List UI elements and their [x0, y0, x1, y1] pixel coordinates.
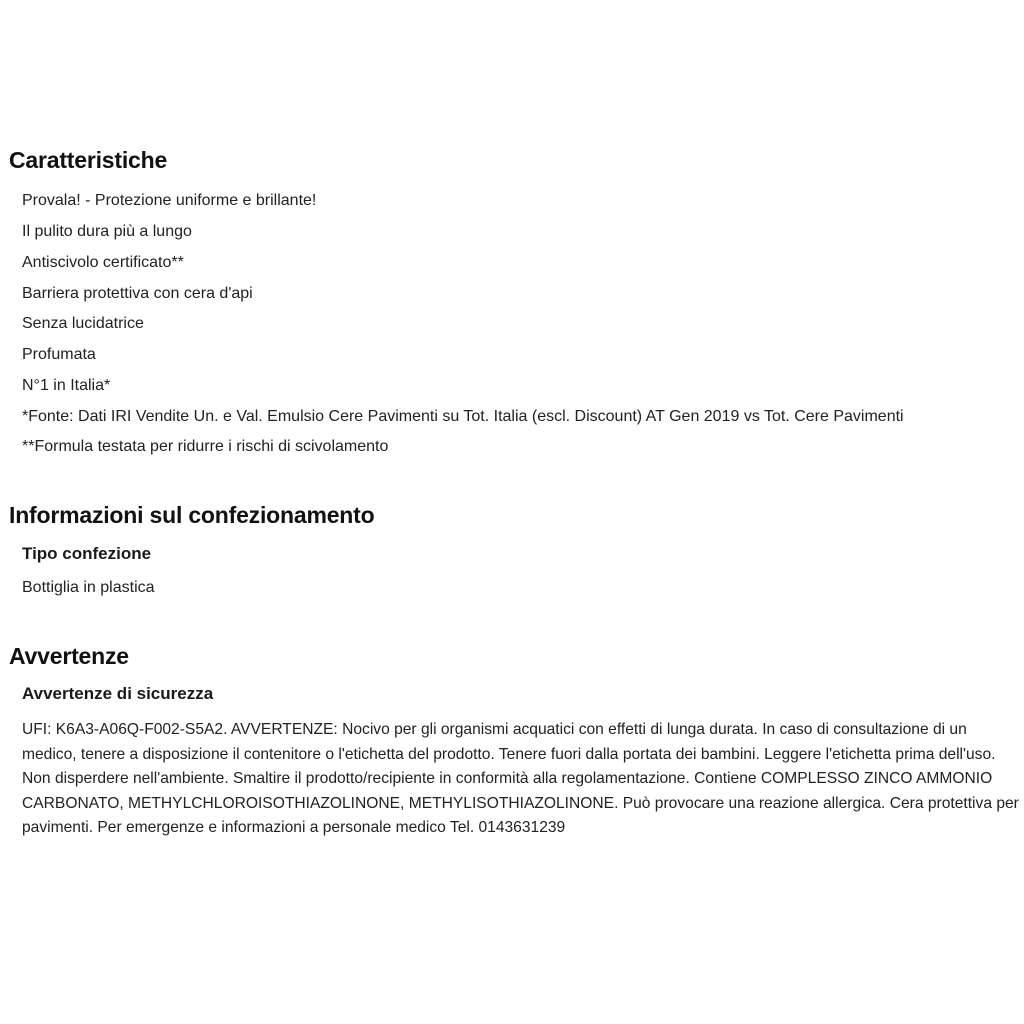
footnote: **Formula testata per ridurre i rischi di scivolamento: [22, 438, 389, 455]
confezionamento-heading: Informazioni sul confezionamento: [9, 502, 375, 528]
avvertenze-heading: Avvertenze: [9, 643, 129, 669]
list-item: Senza lucidatrice: [22, 315, 144, 332]
avvertenze-sicurezza-label: Avvertenze di sicurezza: [22, 684, 214, 703]
tipo-confezione-value: Bottiglia in plastica: [22, 579, 155, 596]
avvertenze-text: UFI: K6A3-A06Q-F002-S5A2. AVVERTENZE: Nocivo per gli organismi acquatici con effetti di lunga durata. In caso di consultazione di un medico, tenere a disposizione il contenitore o l'etichetta del prodotto. Tenere fuori dalla portata dei bambini. Leggere l'etichetta prima dell'uso. Non disperdere nell'ambiente. Smaltire il prodotto/recipiente in conformità alla regolamentazione. Contiene COMPLESSO ZINCO AMMONIO CARBONATO, METHYLCHLOROISOTHIAZOLINONE, METHYLISOTHIAZOLINONE. Può provocare una reazione allergica. Cera protettiva per pavimenti. Per emergenze e informazioni a personale medico Tel. 0143631239: [22, 721, 1019, 837]
list-item: Il pulito dura più a lungo: [22, 223, 192, 240]
list-item: N°1 in Italia*: [22, 377, 111, 394]
list-item: Barriera protettiva con cera d'api: [22, 285, 253, 302]
caratteristiche-heading: Caratteristiche: [9, 147, 168, 173]
list-item: Profumata: [22, 346, 96, 363]
list-item: Provala! - Protezione uniforme e brillante!: [22, 192, 317, 209]
footnote: *Fonte: Dati IRI Vendite Un. e Val. Emulsio Cere Pavimenti su Tot. Italia (escl. Discount) AT Gen 2019 vs Tot. Cere Pavimenti: [22, 408, 904, 425]
tipo-confezione-label: Tipo confezione: [22, 544, 152, 563]
list-item: Antiscivolo certificato**: [22, 254, 184, 271]
